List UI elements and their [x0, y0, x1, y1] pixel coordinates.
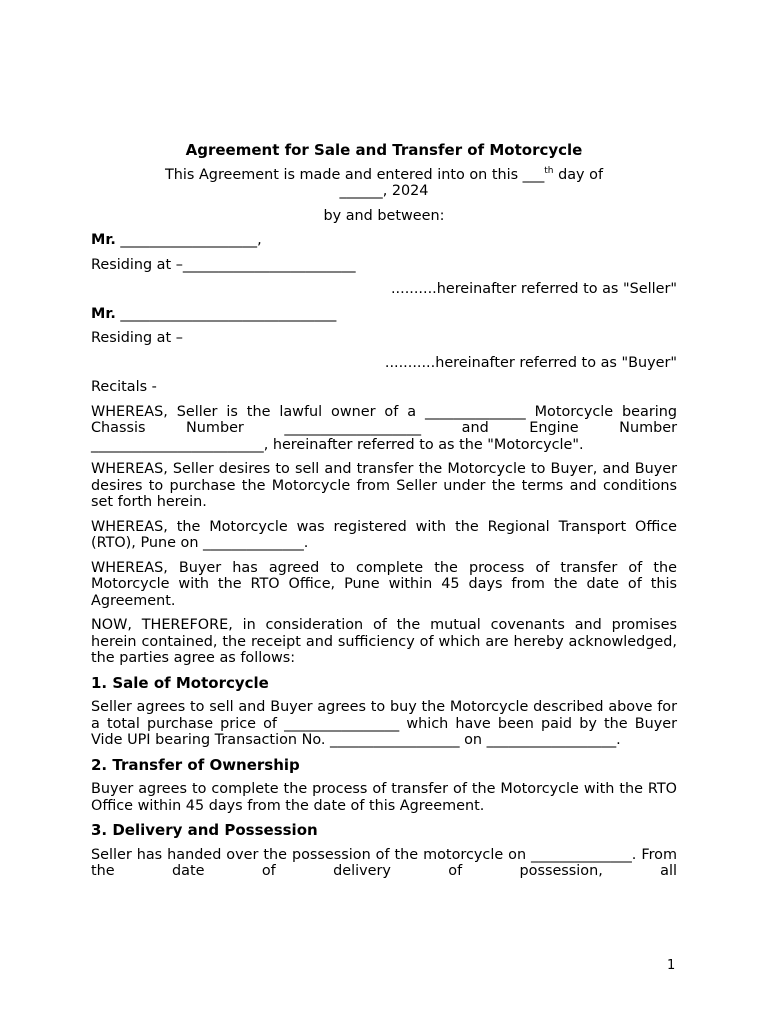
by-and-between: by and between: [323, 207, 445, 224]
intro-superscript: th [544, 165, 554, 176]
buyer-residing: Residing at – [91, 330, 183, 346]
recitals-label: Recitals - [91, 379, 157, 395]
seller-mr-label: Mr. [91, 232, 116, 248]
section-1-text: Seller agrees to sell and Buyer agrees to buy the Motorcycle described above for a total purchase price of ________________ which have been paid by the Buyer Vide UPI bearing Transaction No. __________________ on __________________. [91, 699, 677, 748]
whereas-paragraph-3: WHEREAS, the Motorcycle was registered with the Regional Transport Office (RTO), Pune on ______________. [91, 518, 677, 551]
section-2-text: Buyer agrees to complete the process of transfer of the Motorcycle with the RTO Office within 45 days from the date of this Agreement. [91, 781, 677, 814]
seller-name-blank: ___________________, [115, 232, 262, 248]
buyer-name-line [91, 306, 677, 323]
buyer-name-blank: ______________________________ [115, 305, 337, 322]
section-2-heading: 2. Transfer of Ownership [91, 755, 300, 774]
document-body [91, 142, 677, 888]
whereas-paragraph-1: WHEREAS, Seller is the lawful owner of a ______________ Motorcycle bearing Chassis Number ___________________ and Engine Number ________________________, hereinafter referred to as the "Motorcycle". [91, 403, 677, 453]
intro-line [91, 167, 677, 184]
intro-line-2: ______, 2024 [339, 183, 429, 199]
intro-line-end: day of [553, 166, 604, 183]
intro-line-start: This Agreement is made and entered into on this ___ [164, 166, 545, 183]
page-number: 1 [667, 958, 676, 973]
section-1-heading: 1. Sale of Motorcycle [91, 673, 269, 692]
whereas-paragraph-2: WHEREAS, Seller desires to sell and transfer the Motorcycle to Buyer, and Buyer desires to purchase the Motorcycle from Seller under the terms and conditions set forth herein. [91, 461, 677, 510]
seller-name-line [91, 232, 677, 249]
buyer-mr-label: Mr. [91, 305, 116, 322]
document-title: Agreement for Sale and Transfer of Motorcycle [185, 141, 583, 159]
now-therefore-paragraph: NOW, THEREFORE, in consideration of the mutual covenants and promises herein contained, the receipt and sufficiency of which are hereby acknowledged, the parties agree as follows: [91, 617, 677, 666]
seller-reference: ..........hereinafter referred to as "Seller" [390, 281, 677, 297]
whereas-paragraph-4: WHEREAS, Buyer has agreed to complete the process of transfer of the Motorcycle with the RTO Office, Pune within 45 days from the date of this Agreement. [91, 559, 677, 609]
buyer-reference: ...........hereinafter referred to as "Buyer" [384, 354, 677, 371]
section-3-heading: 3. Delivery and Possession [91, 821, 318, 839]
seller-residing: Residing at –________________________ [91, 256, 356, 273]
section-3-text: Seller has handed over the possession of the motorcycle on ______________. From the date of delivery of possession, all [91, 846, 677, 879]
